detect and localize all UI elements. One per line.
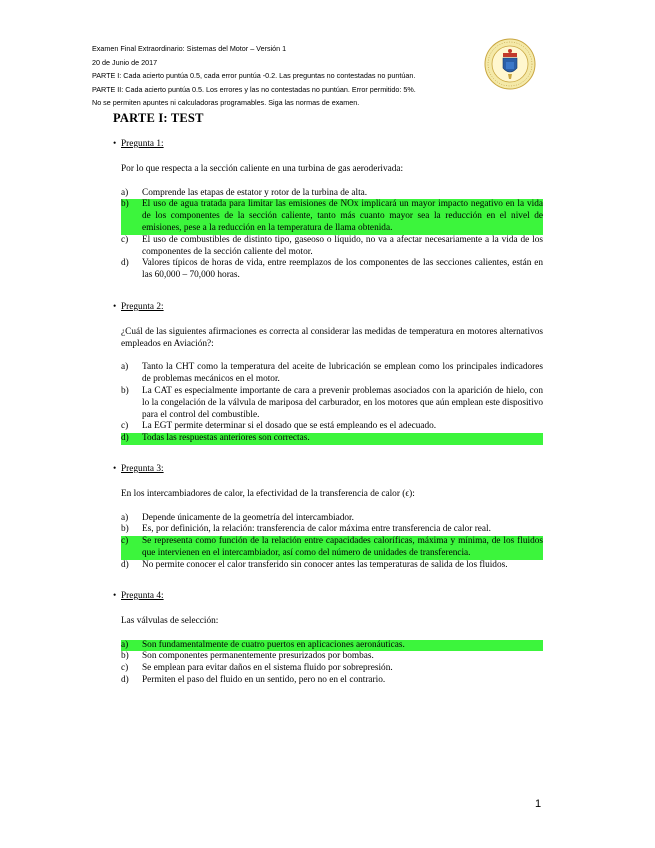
option-a: a) Depende únicamente de la geometría del intercambiador. bbox=[121, 512, 354, 523]
option-d: d) No permite conocer el calor transferido sin conocer antes las temperaturas de salida de los fluidos. bbox=[121, 559, 508, 570]
question-heading bbox=[113, 591, 543, 603]
question-text: ¿Cuál de las siguientes afirmaciones es correcta al considerar las medidas de temperatura en motores alternativos empleados en Aviación?: bbox=[121, 326, 543, 349]
header-title: Examen Final Extraordinario: Sistemas del Motor – Versión 1 bbox=[92, 44, 287, 53]
question-3 bbox=[113, 464, 543, 572]
option-a: a) Tanto la CHT como la temperatura del aceite de lubricación se emplean como los principales indicadores de problemas mecánicos en el motor. bbox=[121, 362, 543, 385]
university-seal-logo bbox=[484, 38, 536, 90]
option-b: b) Son componentes permanentemente presurizados por bombas. bbox=[121, 651, 374, 662]
part-title: PARTE I: TEST bbox=[113, 111, 204, 125]
option-c: c) La EGT permite determinar si el dosado que se está empleando es el adecuado. bbox=[121, 421, 437, 432]
bullet-icon: • bbox=[113, 302, 117, 312]
option-b: b) Es, por definición, la relación: transferencia de calor máxima entre transferencia de calor real. bbox=[121, 524, 491, 535]
question-text: En los intercambiadores de calor, la efectividad de la transferencia de calor (ϵ): bbox=[121, 488, 415, 499]
header-date: 20 de Junio de 2017 bbox=[92, 57, 158, 67]
option-b: b) La CAT es especialmente importante de cara a prevenir problemas asociados con la aparición de hielo, con lo la congelación de la válvula de mariposa del carburador, en los motores que aún emplean este dispositivo para el control del combustible. bbox=[121, 385, 543, 420]
header-rules-part1: PARTE I: Cada acierto puntúa 0.5, cada error puntúa -0.2. Las preguntas no contestadas no puntúan. bbox=[92, 71, 416, 80]
option-d: d) Valores típicos de horas de vida, entre reemplazos de los componentes de las secciones calientes, están en las 60,000 – 70,000 horas. bbox=[121, 258, 543, 281]
question-heading bbox=[113, 302, 543, 314]
bullet-icon: • bbox=[113, 464, 117, 474]
header-rules-general: No se permiten apuntes ni calculadoras programables. Siga las normas de examen. bbox=[92, 98, 360, 107]
question-title: Pregunta 2: bbox=[121, 302, 164, 312]
option-d: d) Permiten el paso del fluido en un sentido, pero no en el contrario. bbox=[121, 674, 386, 685]
option-a: a) Comprende las etapas de estator y rotor de la turbina de alta. bbox=[121, 187, 368, 198]
option-c: c) El uso de combustibles de distinto tipo, gaseoso o líquido, no va a afectar necesariamente a la vida de los componentes de la sección caliente del motor. bbox=[121, 234, 543, 257]
question-text: Las válvulas de selección: bbox=[121, 615, 219, 626]
question-2 bbox=[113, 302, 543, 445]
option-c: c) Se emplean para evitar daños en el sistema fluido por sobrepresión. bbox=[121, 663, 393, 674]
exam-header bbox=[92, 42, 472, 110]
header-rules-part2: PARTE II: Cada acierto puntúa 0.5. Los errores y las no contestadas no puntúan. Error permitido: 5%. bbox=[92, 84, 416, 94]
question-heading bbox=[113, 139, 543, 151]
option-c-correct: c) Se representa como función de la relación entre capacidades caloríficas, máxima y mínima, de los fluidos que intervienen en el intercambiador, así como del número de unidades de transferencia. bbox=[121, 536, 543, 558]
option-a-correct: a) Son fundamentalmente de cuatro puertos en aplicaciones aeronáuticas. bbox=[121, 640, 543, 652]
bullet-icon: • bbox=[113, 139, 117, 149]
question-title: Pregunta 1: bbox=[121, 139, 164, 149]
option-b-correct: b) El uso de agua tratada para limitar las emisiones de NOx implicará un mayor impacto negativo en la vida de los componentes de la sección caliente, tanto más cuanto mayor sea la reducción en el nivel de emisiones, pese a la reducción en la temperatura de llama obtenida. bbox=[121, 199, 543, 233]
question-4 bbox=[113, 591, 543, 687]
question-heading bbox=[113, 464, 543, 476]
page-number: 1 bbox=[535, 798, 542, 810]
question-1 bbox=[113, 139, 543, 282]
bullet-icon: • bbox=[113, 591, 117, 601]
question-title: Pregunta 4: bbox=[121, 591, 164, 601]
question-title: Pregunta 3: bbox=[121, 464, 164, 474]
option-d-correct: d) Todas las respuestas anteriores son correctas. bbox=[121, 433, 543, 445]
question-text: Por lo que respecta a la sección caliente en una turbina de gas aeroderivada: bbox=[121, 163, 404, 174]
